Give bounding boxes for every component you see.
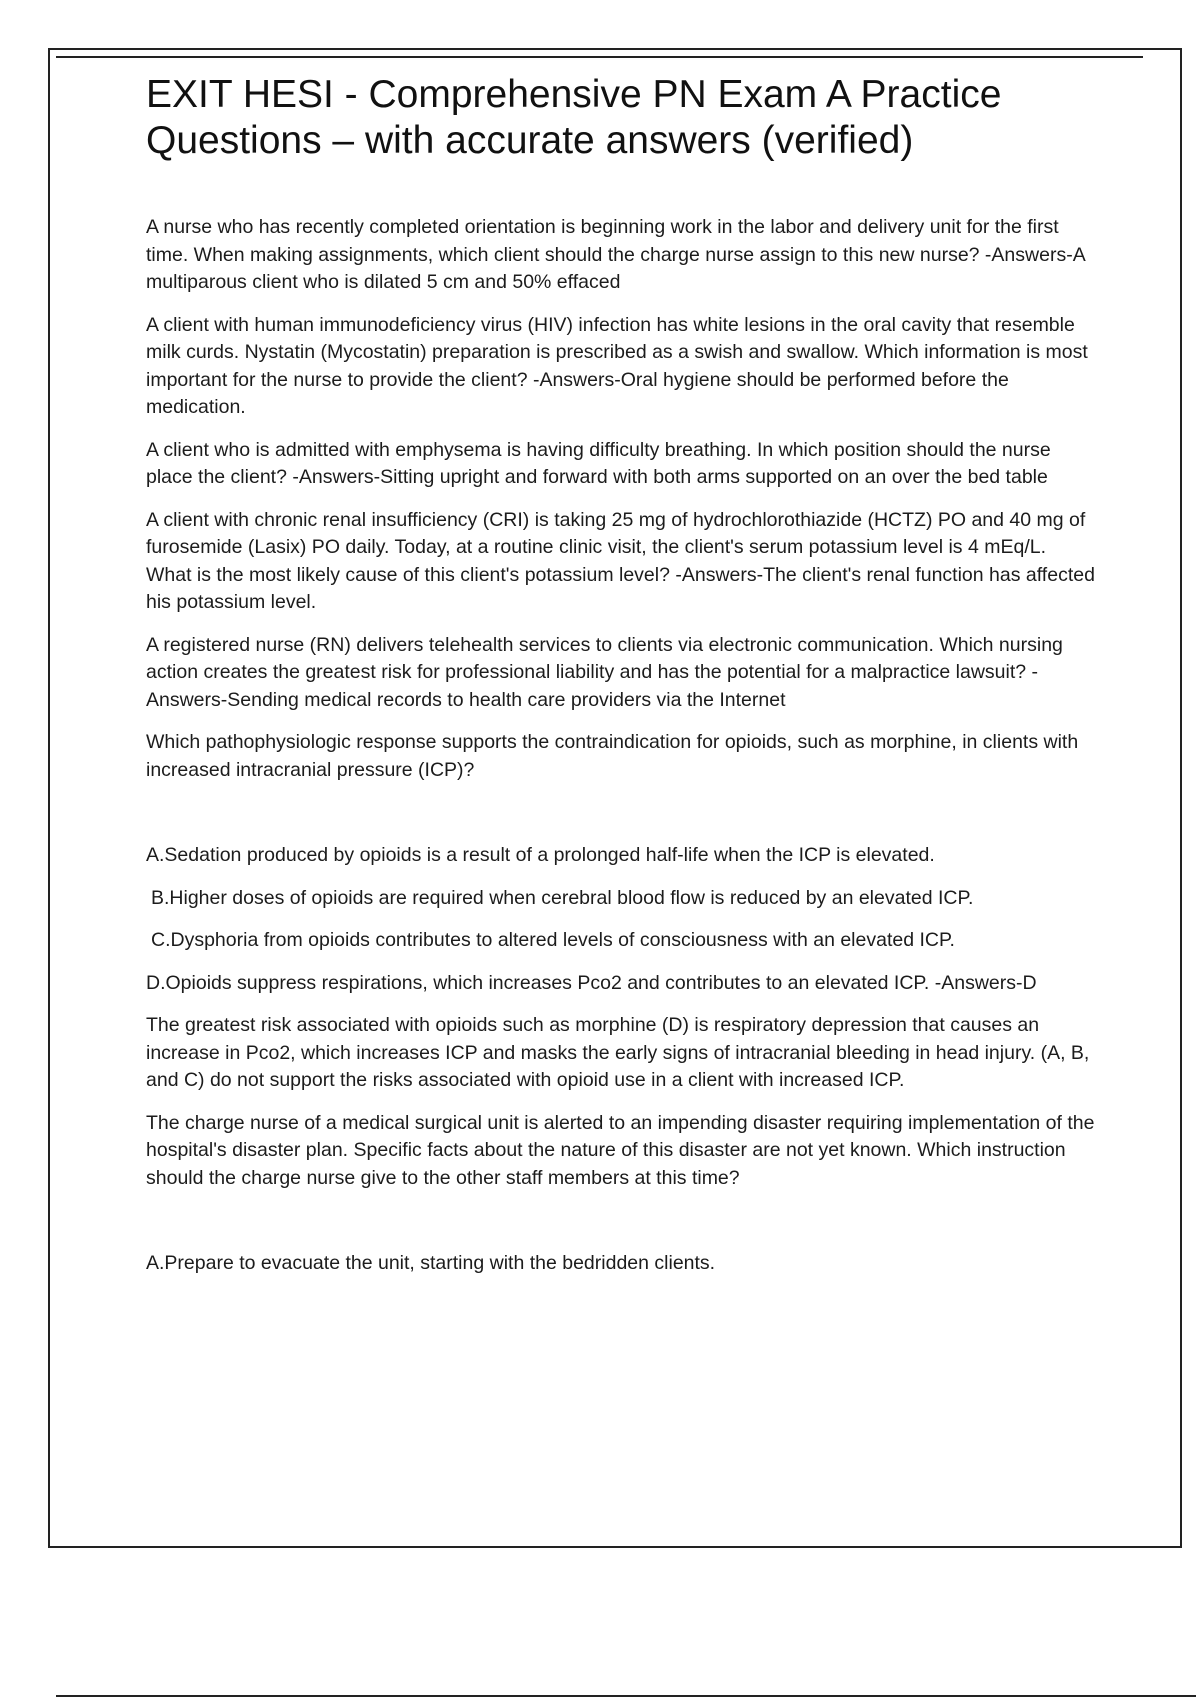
rationale-paragraph: The greatest risk associated with opioids such as morphine (D) is respiratory depression that causes an increase in Pco2, which increases ICP and masks the early signs of intracranial bleeding in head injury. (A, B, and C) do not support the risks associated with opioid use in a client with increased ICP. <box>146 1014 1090 1091</box>
answer-option-a: A.Sedation produced by opioids is a result of a prolonged half-life when the ICP is elevated. <box>146 844 935 866</box>
question-paragraph: A client who is admitted with emphysema is having difficulty breathing. In which position should the nurse place the client? -Answers-Sitting upright and forward with both arms supported on an over the bed table <box>146 438 1051 488</box>
answer-option-a: A.Prepare to evacuate the unit, starting with the bedridden clients. <box>146 1252 716 1274</box>
answer-option-c: C.Dysphoria from opioids contributes to altered levels of consciousness with an elevated ICP. <box>151 929 955 951</box>
question-paragraph: A client with chronic renal insufficiency (CRI) is taking 25 mg of hydrochlorothiazide (HCTZ) PO and 40 mg of furosemide (Lasix) PO daily. Today, at a routine clinic visit, the client's serum potassium level is 4 mEq/L. What is the most likely cause of this client's potassium level? -Answers-The client's renal function has affected his potassium level. <box>146 508 1095 613</box>
document-body <box>146 72 1096 1293</box>
header-rule <box>56 56 1143 58</box>
footer-rule <box>56 1695 1196 1697</box>
answer-option-d: D.Opioids suppress respirations, which increases Pco2 and contributes to an elevated ICP. -Answers-D <box>146 971 1037 994</box>
question-paragraph: A nurse who has recently completed orientation is beginning work in the labor and delivery unit for the first time. When making assignments, which client should the charge nurse assign to this new nurse? -Answers-A multiparous client who is dilated 5 cm and 50% effaced <box>146 216 1085 293</box>
document-title: EXIT HESI - Comprehensive PN Exam A Practice Questions – with accurate answers (verified) <box>146 73 1002 162</box>
question-paragraph: A registered nurse (RN) delivers telehealth services to clients via electronic communication. Which nursing action creates the greatest risk for professional liability and has the potential for a malpractice lawsuit? -Answers-Sending medical records to health care providers via the Internet <box>146 633 1063 711</box>
question-paragraph: The charge nurse of a medical surgical unit is alerted to an impending disaster requiring implementation of the hospital's disaster plan. Specific facts about the nature of this disaster are not yet known. Which instruction should the charge nurse give to the other staff members at this time? <box>146 1111 1095 1189</box>
question-paragraph: A client with human immunodeficiency virus (HIV) infection has white lesions in the oral cavity that resemble milk curds. Nystatin (Mycostatin) preparation is prescribed as a swish and swallow. Which information is most important for the nurse to provide the client? -Answers-Oral hygiene should be performed before the medication. <box>146 313 1088 418</box>
question-paragraph: Which pathophysiologic response supports the contraindication for opioids, such as morphine, in clients with increased intracranial pressure (ICP)? <box>146 731 1079 781</box>
answer-option-b: B.Higher doses of opioids are required when cerebral blood flow is reduced by an elevated ICP. <box>151 886 974 909</box>
